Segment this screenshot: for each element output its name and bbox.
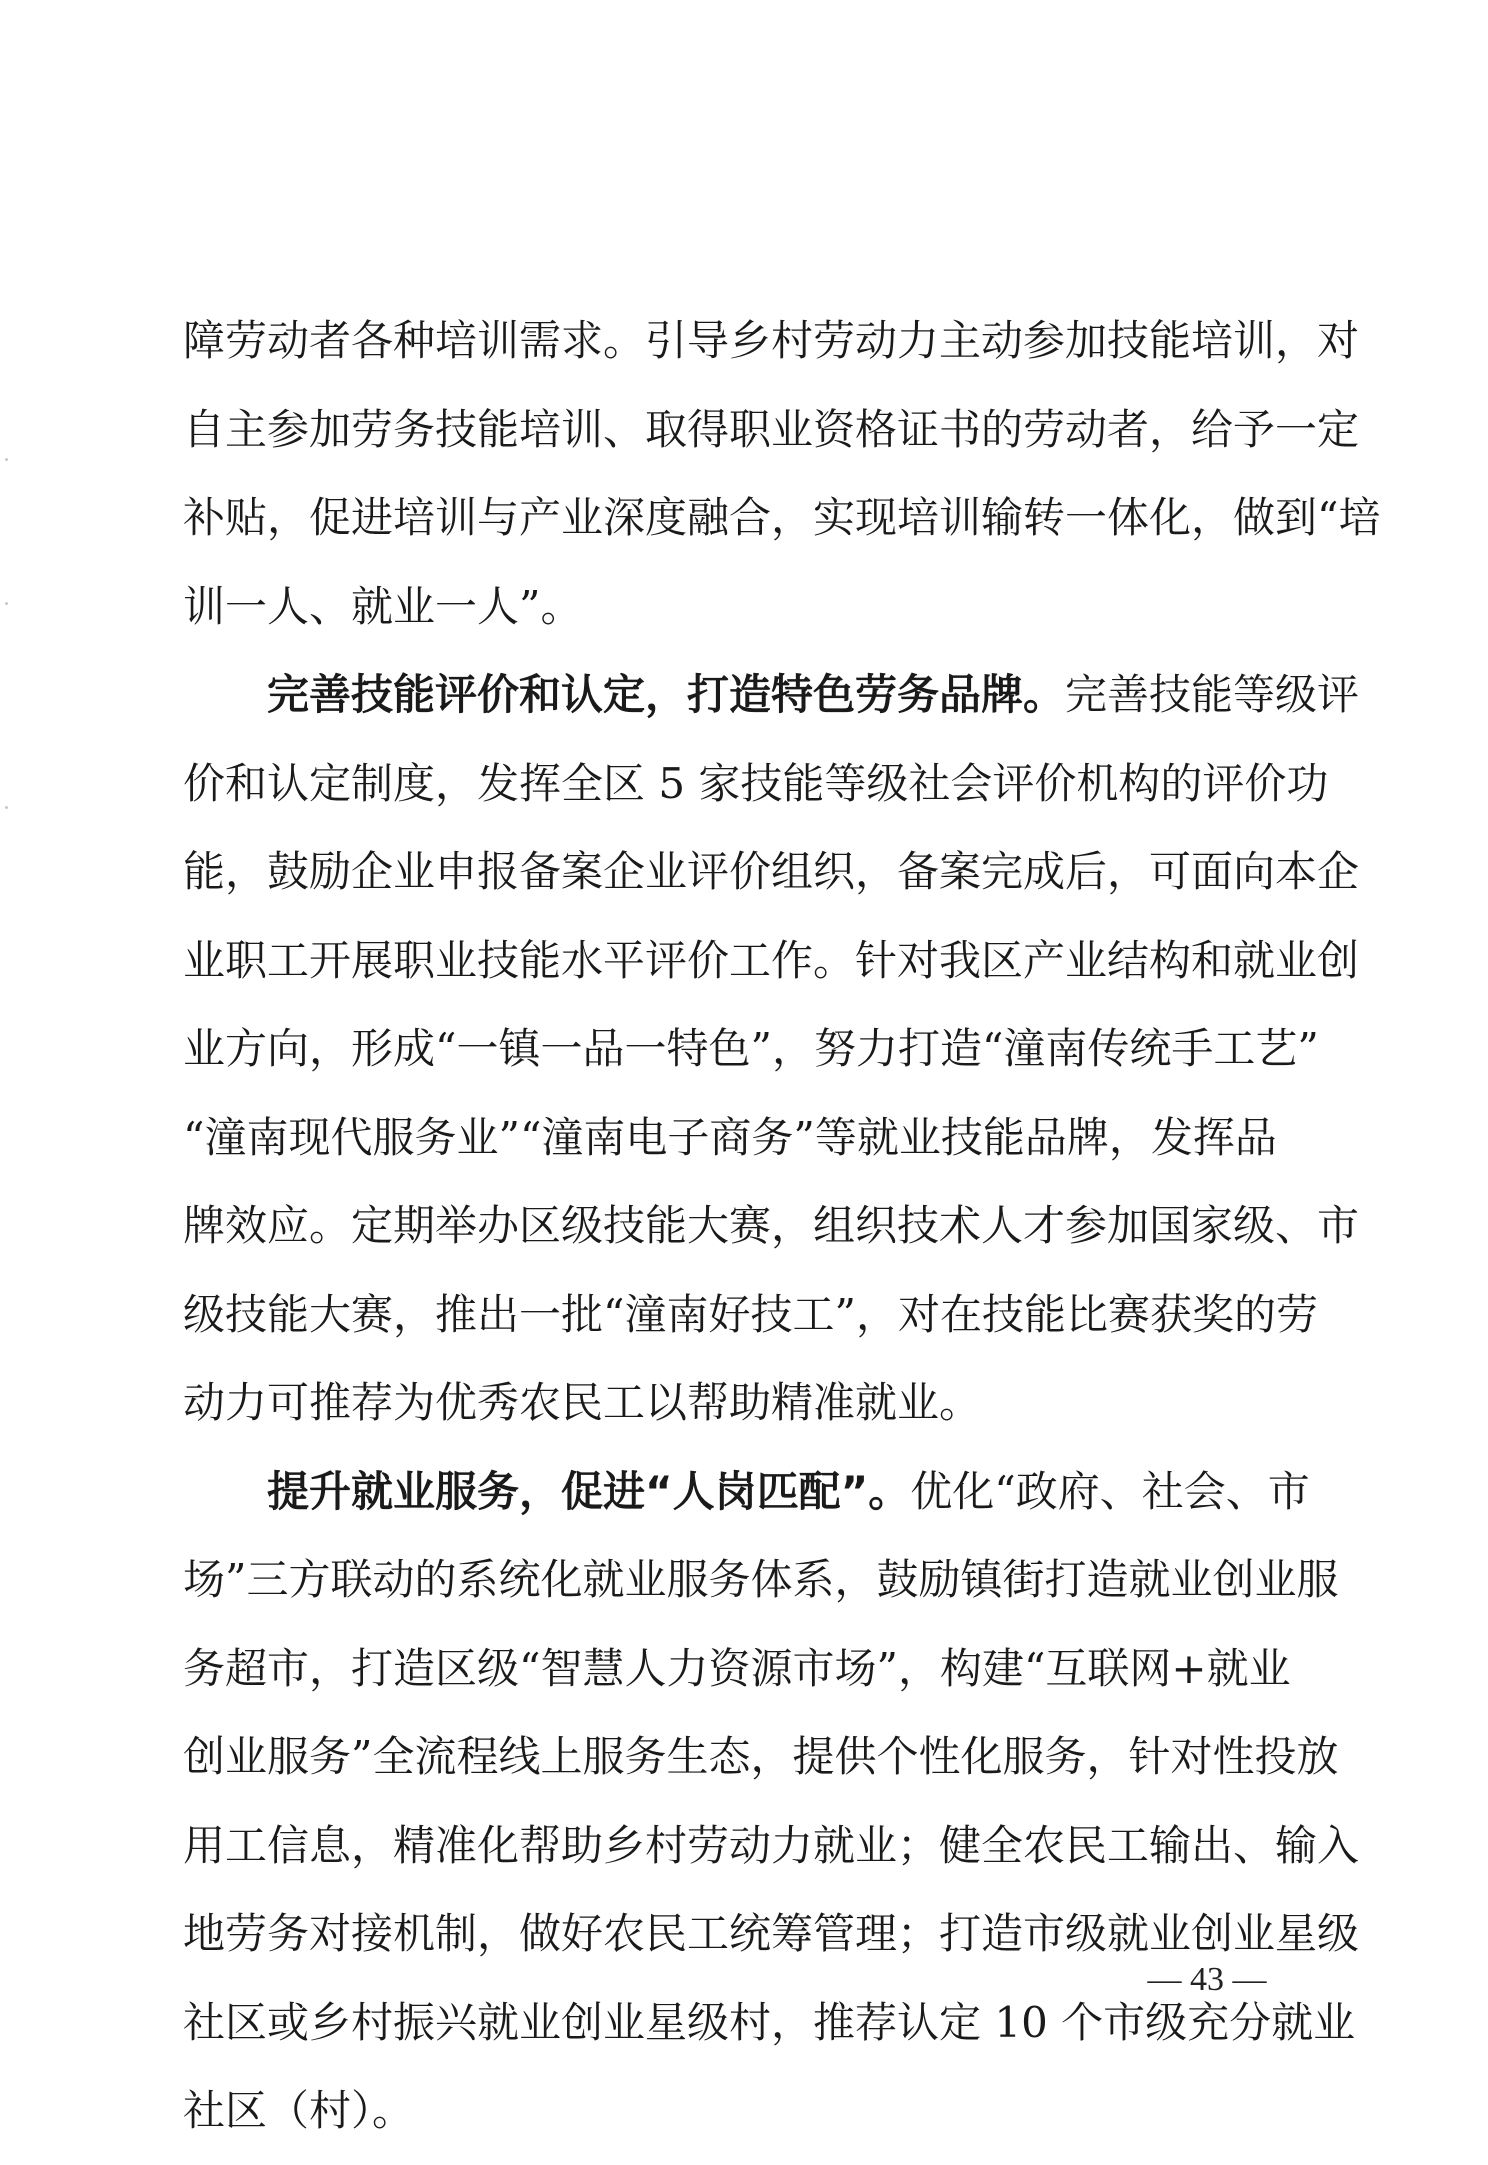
text-line: “潼南现代服务业”“潼南电子商务”等就业技能品牌，发挥品 [183, 1112, 1277, 1162]
paragraph-2 [183, 660, 1360, 1457]
scan-mark-left-1 [5, 458, 8, 461]
paragraph-1 [183, 306, 1381, 660]
text-line: 能，鼓励企业申报备案企业评价组织，备案完成后，可面向本企 [183, 847, 1360, 896]
text-line: 自主参加劳务技能培训、取得职业资格证书的劳动者，给予一定 [183, 404, 1360, 454]
text-line: 社区或乡村振兴就业创业星级村，推荐认定 10 个市级充分就业 [183, 1997, 1356, 2047]
text-line: 社区（村）。 [183, 2086, 415, 2135]
text-line: 用工信息，精准化帮助乡村劳动力就业；健全农民工输出、输入 [183, 1820, 1360, 1870]
text-line-first [183, 1457, 1310, 1546]
text-line: 级技能大赛，推出一批“潼南好技工”，对在技能比赛获奖的劳 [183, 1289, 1318, 1339]
text-line: 动力可推荐为优秀农民工以帮助精准就业。 [183, 1378, 982, 1427]
paragraph-heading: 提升就业服务，促进“人岗匹配”。 [267, 1466, 911, 1516]
text-line: 业职工开展职业技能水平评价工作。针对我区产业结构和就业创 [183, 935, 1360, 985]
paragraph-heading: 完善技能评价和认定，打造特色劳务品牌。 [267, 670, 1066, 719]
scan-mark-left-3 [5, 806, 8, 809]
text-line: 地劳务对接机制，做好农民工统筹管理；打造市级就业创业星级 [183, 1909, 1360, 1958]
text-line: 场”三方联动的系统化就业服务体系，鼓励镇街打造就业创业服 [183, 1555, 1339, 1604]
text-line: 训一人、就业一人”。 [183, 581, 583, 631]
text-line: 障劳动者各种培训需求。引导乡村劳动力主动参加技能培训，对 [183, 316, 1360, 365]
page-number: — 43 — [1147, 1961, 1267, 1998]
text-line: 务超市，打造区级“智慧人力资源市场”，构建“互联网+就业 [183, 1643, 1291, 1693]
text-line: 牌效应。定期举办区级技能大赛，组织技术人才参加国家级、市 [183, 1201, 1360, 1250]
text-line: 创业服务”全流程线上服务生态，提供个性化服务，针对性投放 [183, 1732, 1339, 1781]
text-line-first [183, 660, 1360, 749]
scan-mark-left-2 [5, 602, 8, 605]
paragraph-3 [183, 1457, 1360, 2165]
text-line: 补贴，促进培训与产业深度融合，实现培训输转一体化，做到“培 [183, 493, 1381, 542]
text-line: 业方向，形成“一镇一品一特色”，努力打造“潼南传统手工艺” [183, 1024, 1319, 1073]
document-body [183, 306, 1381, 2165]
text-line: 价和认定制度，发挥全区 5 家技能等级社会评价机构的评价功 [183, 758, 1329, 808]
text-run: 完善技能等级评 [1065, 670, 1360, 719]
text-run: 优化“政府、社会、市 [910, 1466, 1310, 1516]
